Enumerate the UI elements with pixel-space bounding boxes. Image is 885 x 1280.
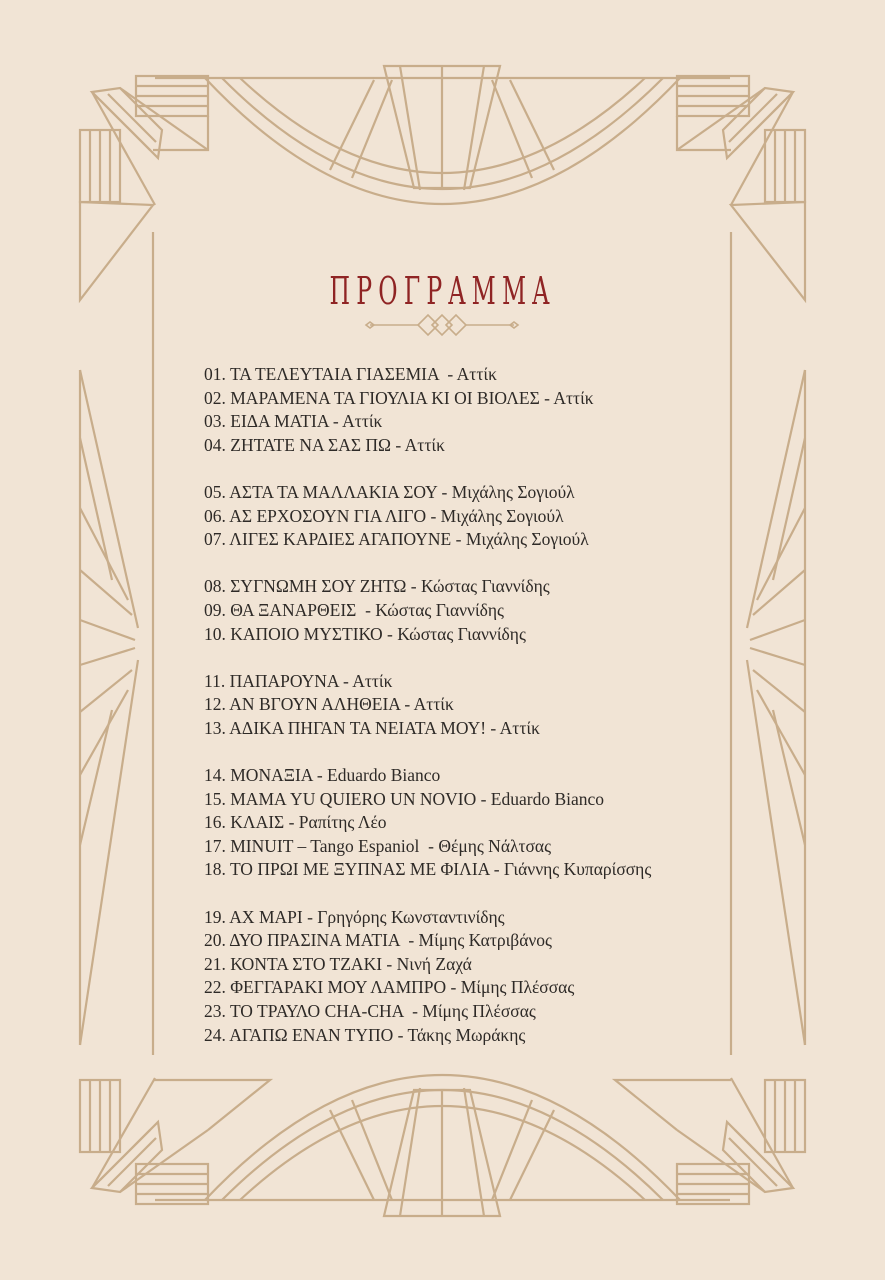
track-title-artist: ΑΣΤΑ ΤΑ ΜΑΛΛΑΚΙΑ ΣΟΥ - Μιχάλης Σογιούλ xyxy=(229,481,575,502)
track-item xyxy=(204,764,764,788)
track-number: 05. xyxy=(204,481,226,502)
track-group xyxy=(204,764,764,882)
track-number: 18. xyxy=(204,859,226,880)
track-number: 19. xyxy=(204,906,226,927)
track-number: 23. xyxy=(204,1001,226,1022)
track-item xyxy=(204,363,764,387)
track-title-artist: ΠΑΠΑΡΟΥΝΑ - Αττίκ xyxy=(229,670,393,691)
track-title-artist: ΤΑ ΤΕΛΕΥΤΑΙΑ ΓΙΑΣΕΜΙΑ - Αττίκ xyxy=(229,364,497,384)
page-title: ΠΡΟΓΡΑΜΜΑ xyxy=(329,269,556,314)
track-title-artist: ΑΓΑΠΩ ΕΝΑΝ ΤΥΠΟ - Τάκης Μωράκης xyxy=(229,1024,526,1045)
track-title-artist: ΖΗΤΑΤΕ ΝΑ ΣΑΣ ΠΩ - Αττίκ xyxy=(230,434,445,455)
track-number: 02. xyxy=(204,387,226,408)
track-item xyxy=(204,387,764,411)
track-title-artist: ΔΥΟ ΠΡΑΣΙΝΑ ΜΑΤΙΑ - Μίμης Κατριβάνος xyxy=(229,930,552,951)
track-title-artist: ΘΑ ΞΑΝΑΡΘΕΙΣ - Κώστας Γιαννίδης xyxy=(230,599,504,620)
track-item xyxy=(204,835,764,859)
track-number: 17. xyxy=(204,835,226,856)
track-item xyxy=(204,1000,764,1024)
program-list xyxy=(204,363,764,1071)
track-number: 07. xyxy=(204,529,226,550)
track-number: 11. xyxy=(204,670,226,691)
track-title-artist: ΤΟ ΠΡΩΙ ΜΕ ΞΥΠΝΑΣ ΜΕ ΦΙΛΙΑ - Γιάννης Κυπαρίσσης xyxy=(229,859,652,880)
divider-ornament xyxy=(362,310,522,340)
track-number: 20. xyxy=(204,930,226,951)
track-number: 01. xyxy=(204,364,226,384)
track-number: 24. xyxy=(204,1024,226,1045)
track-number: 04. xyxy=(204,434,226,455)
track-number: 13. xyxy=(204,717,226,738)
track-title-artist: ΑΝ ΒΓΟΥΝ ΑΛΗΘΕΙΑ - Αττίκ xyxy=(229,694,454,715)
track-group xyxy=(204,906,764,1048)
track-number: 22. xyxy=(204,977,226,998)
track-title-artist: ΕΙΔΑ ΜΑΤΙΑ - Αττίκ xyxy=(230,411,383,432)
track-number: 12. xyxy=(204,694,226,715)
track-item xyxy=(204,811,764,835)
track-title-artist: ΚΛΑΙΣ - Ραπίτης Λέο xyxy=(230,812,387,833)
track-title-artist: ΚΑΠΟΙΟ ΜΥΣΤΙΚΟ - Κώστας Γιαννίδης xyxy=(230,623,526,644)
track-item xyxy=(204,953,764,977)
track-number: 09. xyxy=(204,599,226,620)
track-item xyxy=(204,788,764,812)
track-item xyxy=(204,528,764,552)
track-item xyxy=(204,906,764,930)
track-title-artist: ΚΟΝΤΑ ΣΤΟ ΤΖΑΚΙ - Νινή Ζαχά xyxy=(230,953,472,974)
track-number: 10. xyxy=(204,623,226,644)
track-title-artist: ΑΔΙΚΑ ΠΗΓΑΝ ΤΑ ΝΕΙΑΤΑ ΜΟΥ! - Αττίκ xyxy=(229,717,540,738)
track-title-artist: ΑΣ ΕΡΧΟΣΟΥΝ ΓΙΑ ΛΙΓΟ - Μιχάλης Σογιούλ xyxy=(229,505,564,526)
track-group xyxy=(204,670,764,741)
track-number: 06. xyxy=(204,505,226,526)
track-group xyxy=(204,363,764,457)
track-item xyxy=(204,434,764,458)
track-item xyxy=(204,575,764,599)
track-title-artist: ΜΑΜΑ YU QUIERO UN NOVIO - Eduardo Bianco xyxy=(230,788,605,809)
track-item xyxy=(204,505,764,529)
track-title-artist: ΦΕΓΓΑΡΑΚΙ ΜΟΥ ΛΑΜΠΡΟ - Μίμης Πλέσσας xyxy=(230,977,575,998)
track-title-artist: ΜΟΝΑΞΙΑ - Eduardo Bianco xyxy=(230,765,441,786)
track-item xyxy=(204,599,764,623)
track-item xyxy=(204,410,764,434)
track-number: 16. xyxy=(204,812,226,833)
track-item xyxy=(204,670,764,694)
track-item xyxy=(204,717,764,741)
track-group xyxy=(204,575,764,646)
track-title-artist: ΣΥΓΝΩΜΗ ΣΟΥ ΖΗΤΩ - Κώστας Γιαννίδης xyxy=(230,576,550,597)
track-title-artist: MINUIT – Tango Espaniol - Θέμης Νάλτσας xyxy=(230,835,552,856)
track-item xyxy=(204,623,764,647)
track-item xyxy=(204,481,764,505)
track-title-artist: ΜΑΡΑΜΕΝΑ ΤΑ ΓΙΟΥΛΙΑ ΚΙ ΟΙ ΒΙΟΛΕΣ - Αττίκ xyxy=(230,387,594,408)
track-title-artist: ΤΟ ΤΡΑΥΛΟ CHA-CHA - Μίμης Πλέσσας xyxy=(229,1001,536,1022)
track-number: 03. xyxy=(204,411,226,432)
track-group xyxy=(204,481,764,552)
track-number: 21. xyxy=(204,953,226,974)
track-title-artist: ΛΙΓΕΣ ΚΑΡΔΙΕΣ ΑΓΑΠΟΥΝΕ - Μιχάλης Σογιούλ xyxy=(229,529,589,550)
track-number: 14. xyxy=(204,765,226,786)
track-title-artist: ΑΧ ΜΑΡΙ - Γρηγόρης Κωνσταντινίδης xyxy=(229,906,505,927)
track-item xyxy=(204,976,764,1000)
track-number: 15. xyxy=(204,788,226,809)
track-number: 08. xyxy=(204,576,226,597)
track-item xyxy=(204,929,764,953)
track-item xyxy=(204,693,764,717)
track-item xyxy=(204,858,764,882)
track-item xyxy=(204,1024,764,1048)
